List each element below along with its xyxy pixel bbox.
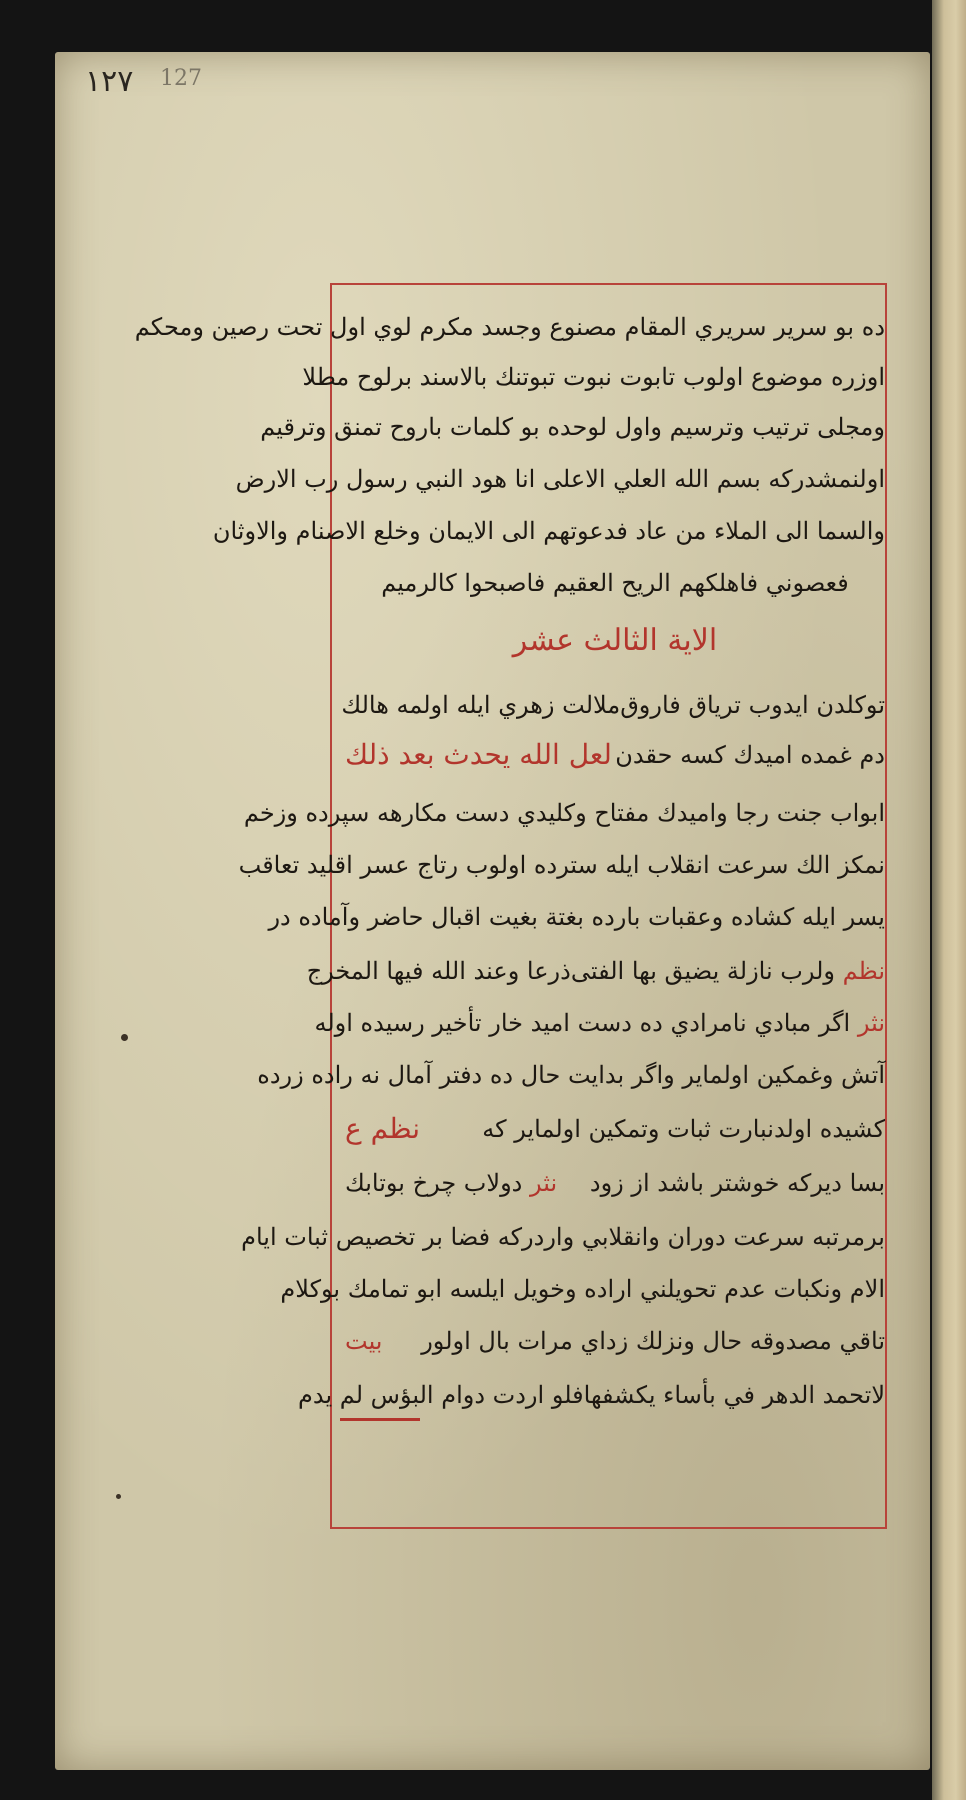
text-line: فعصوني فاهلكهم الريح العقيم فاصبحوا كالرميم: [381, 569, 849, 597]
text-segment: بسا ديركه خوشتر باشد از زود: [589, 1169, 885, 1197]
red-rubric-stroke: [340, 1418, 420, 1421]
hemistich-right: لاتحمد الدهر في بأساء يكشفها: [583, 1381, 885, 1409]
hemistich-left-red: لعل الله يحدث بعد ذلك: [345, 738, 612, 771]
hemistich-left: فلو اردت دوام البؤس لم يدم: [297, 1381, 584, 1409]
text-segment: كشيده اولدنبارت ثبات وتمكين اولماير كه: [482, 1115, 885, 1143]
verse-line: [345, 735, 885, 775]
beyt-line: [297, 1375, 885, 1415]
text-segment: دولاب چرخ بوتابك: [345, 1169, 523, 1197]
text-line: برمرتبه سرعت دوران وانقلابي واردركه فضا بر تخصيص ثبات ايام: [241, 1223, 885, 1251]
text-line: ده بو سرير سريري المقام مصنوع وجسد مكرم لوي اول تحت رصين ومحكم: [134, 313, 885, 341]
hemistich-left: ملالت زهري ايله اولمه هالك: [341, 691, 621, 719]
text-line: اولنمشدركه بسم الله العلي الاعلى انا هود النبي رسول رب الارض: [235, 465, 885, 493]
hemistich-right: ولرب نازلة يضيق بها الفتى: [570, 957, 836, 985]
nathr-text: اگر مبادي نامرادي ده دست اميد خار تأخير رسيده اوله: [314, 1009, 851, 1037]
nathr-label: نثر: [530, 1169, 558, 1197]
nazm-line: [306, 951, 885, 991]
text-block-frame: [134, 283, 887, 1529]
nathr-label: نثر: [857, 1009, 885, 1037]
nathr-line: [345, 1163, 885, 1203]
hemistich-right: دم غمده اميدك كسه حقدن: [615, 741, 885, 769]
hemistich-right: توكلدن ايدوب ترياق فاروق: [620, 691, 885, 719]
folio-number: ١٢٧: [85, 64, 134, 99]
beyt-label: بيت: [345, 1327, 383, 1355]
text-line: [345, 1321, 885, 1361]
pencil-folio-number: 127: [160, 66, 202, 91]
text-line: والسما الى الملاء من عاد فدعوتهم الى الايمان وخلع الاصنام والاوثان: [212, 517, 885, 545]
nathr-line: [314, 1003, 885, 1043]
nazm-label: نظم: [842, 957, 885, 985]
text-line: اوزره موضوع اولوب تابوت نبوت تبوتنك بالاسند برلوح مطلا: [302, 363, 885, 391]
nazm-line: [345, 1109, 885, 1149]
text-line: ومجلى ترتيب وترسيم واول لوحده بو كلمات باروح تمنق وترقيم: [260, 413, 885, 441]
hemistich-left: ذرعا وعند الله فيها المخرج: [306, 957, 571, 985]
text-line: آتش وغمكين اولماير واگر بدايت حال ده دفتر آمال نه راده زرده: [257, 1061, 885, 1089]
text-line: نمكز الك سرعت انقلاب ايله سترده اولوب رتاج عسر اقليد تعاقب: [238, 851, 885, 879]
text-segment: تاقي مصدوقه حال ونزلك زداي مرات بال اولور: [421, 1327, 885, 1355]
next-page-edge: [932, 0, 966, 1800]
verse-line: [341, 685, 885, 725]
ink-spot: [121, 1034, 128, 1041]
text-line: ابواب جنت رجا واميدك مفتاح وكليدي دست مكارهه سپرده وزخم: [243, 799, 885, 827]
nazm-label: نظم ع: [345, 1112, 421, 1145]
text-line: يسر ايله كشاده وعقبات بارده بغتة بغيت اقبال حاضر وآماده در: [268, 903, 885, 931]
section-heading: الاية الثالث عشر: [512, 623, 718, 658]
text-line: الام ونكبات عدم تحويلني اراده وخويل ايلسه ابو تمامك بوكلام: [280, 1275, 885, 1303]
ink-spot: [116, 1494, 121, 1499]
